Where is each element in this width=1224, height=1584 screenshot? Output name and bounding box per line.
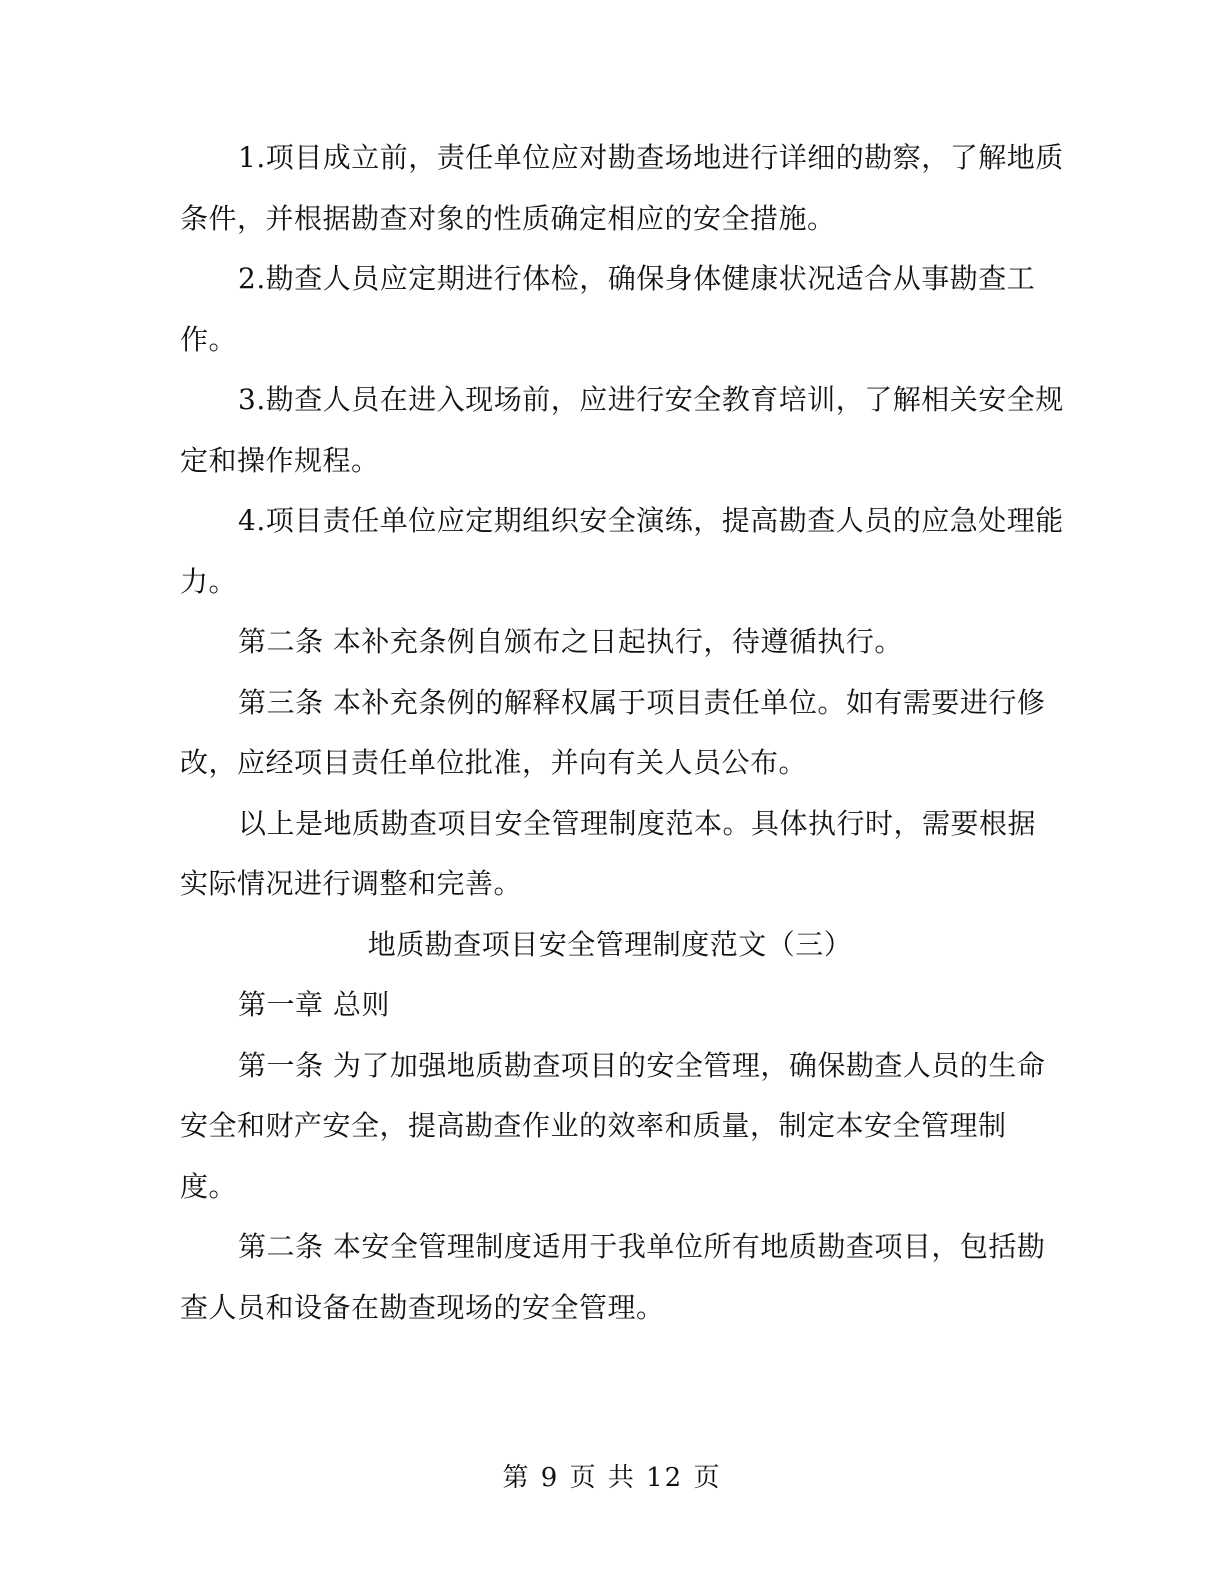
body-line: 力。 <box>180 564 238 598</box>
body-line: 度。 <box>180 1169 238 1203</box>
body-line: 安全和财产安全，提高勘查作业的效率和质量，制定本安全管理制 <box>180 1109 1007 1142</box>
body-line: 第二条 本补充条例自颁布之日起执行，待遵循执行。 <box>238 625 903 658</box>
body-line: 4.项目责任单位应定期组织安全演练，提高勘查人员的应急处理能 <box>238 504 1064 537</box>
body-line: 查人员和设备在勘查现场的安全管理。 <box>180 1290 665 1324</box>
body-line: 条件，并根据勘查对象的性质确定相应的安全措施。 <box>180 201 836 235</box>
body-line: 第一条 为了加强地质勘查项目的安全管理，确保勘查人员的生命 <box>238 1048 1046 1082</box>
body-line: 实际情况进行调整和完善。 <box>180 867 523 900</box>
body-line: 作。 <box>180 322 238 356</box>
body-line: 1.项目成立前，责任单位应对勘查场地进行详细的勘察，了解地质 <box>238 141 1064 174</box>
body-line: 第三条 本补充条例的解释权属于项目责任单位。如有需要进行修 <box>238 685 1046 719</box>
body-line: 定和操作规程。 <box>180 443 380 477</box>
body-line: 2.勘查人员应定期进行体检，确保身体健康状况适合从事勘查工 <box>238 262 1036 295</box>
body-line: 改，应经项目责任单位批准，并向有关人员公布。 <box>180 746 808 779</box>
document-body <box>180 128 1064 1338</box>
page-number: 第 9 页 共 12 页 <box>502 1463 722 1493</box>
section-heading: 地质勘查项目安全管理制度范文（三） <box>367 927 853 961</box>
body-line: 3.勘查人员在进入现场前，应进行安全教育培训，了解相关安全规 <box>238 383 1064 416</box>
chapter-heading: 第一章 总则 <box>238 988 390 1021</box>
body-line: 以上是地质勘查项目安全管理制度范本。具体执行时，需要根据 <box>238 806 1037 840</box>
body-line: 第二条 本安全管理制度适用于我单位所有地质勘查项目，包括勘 <box>238 1230 1046 1263</box>
